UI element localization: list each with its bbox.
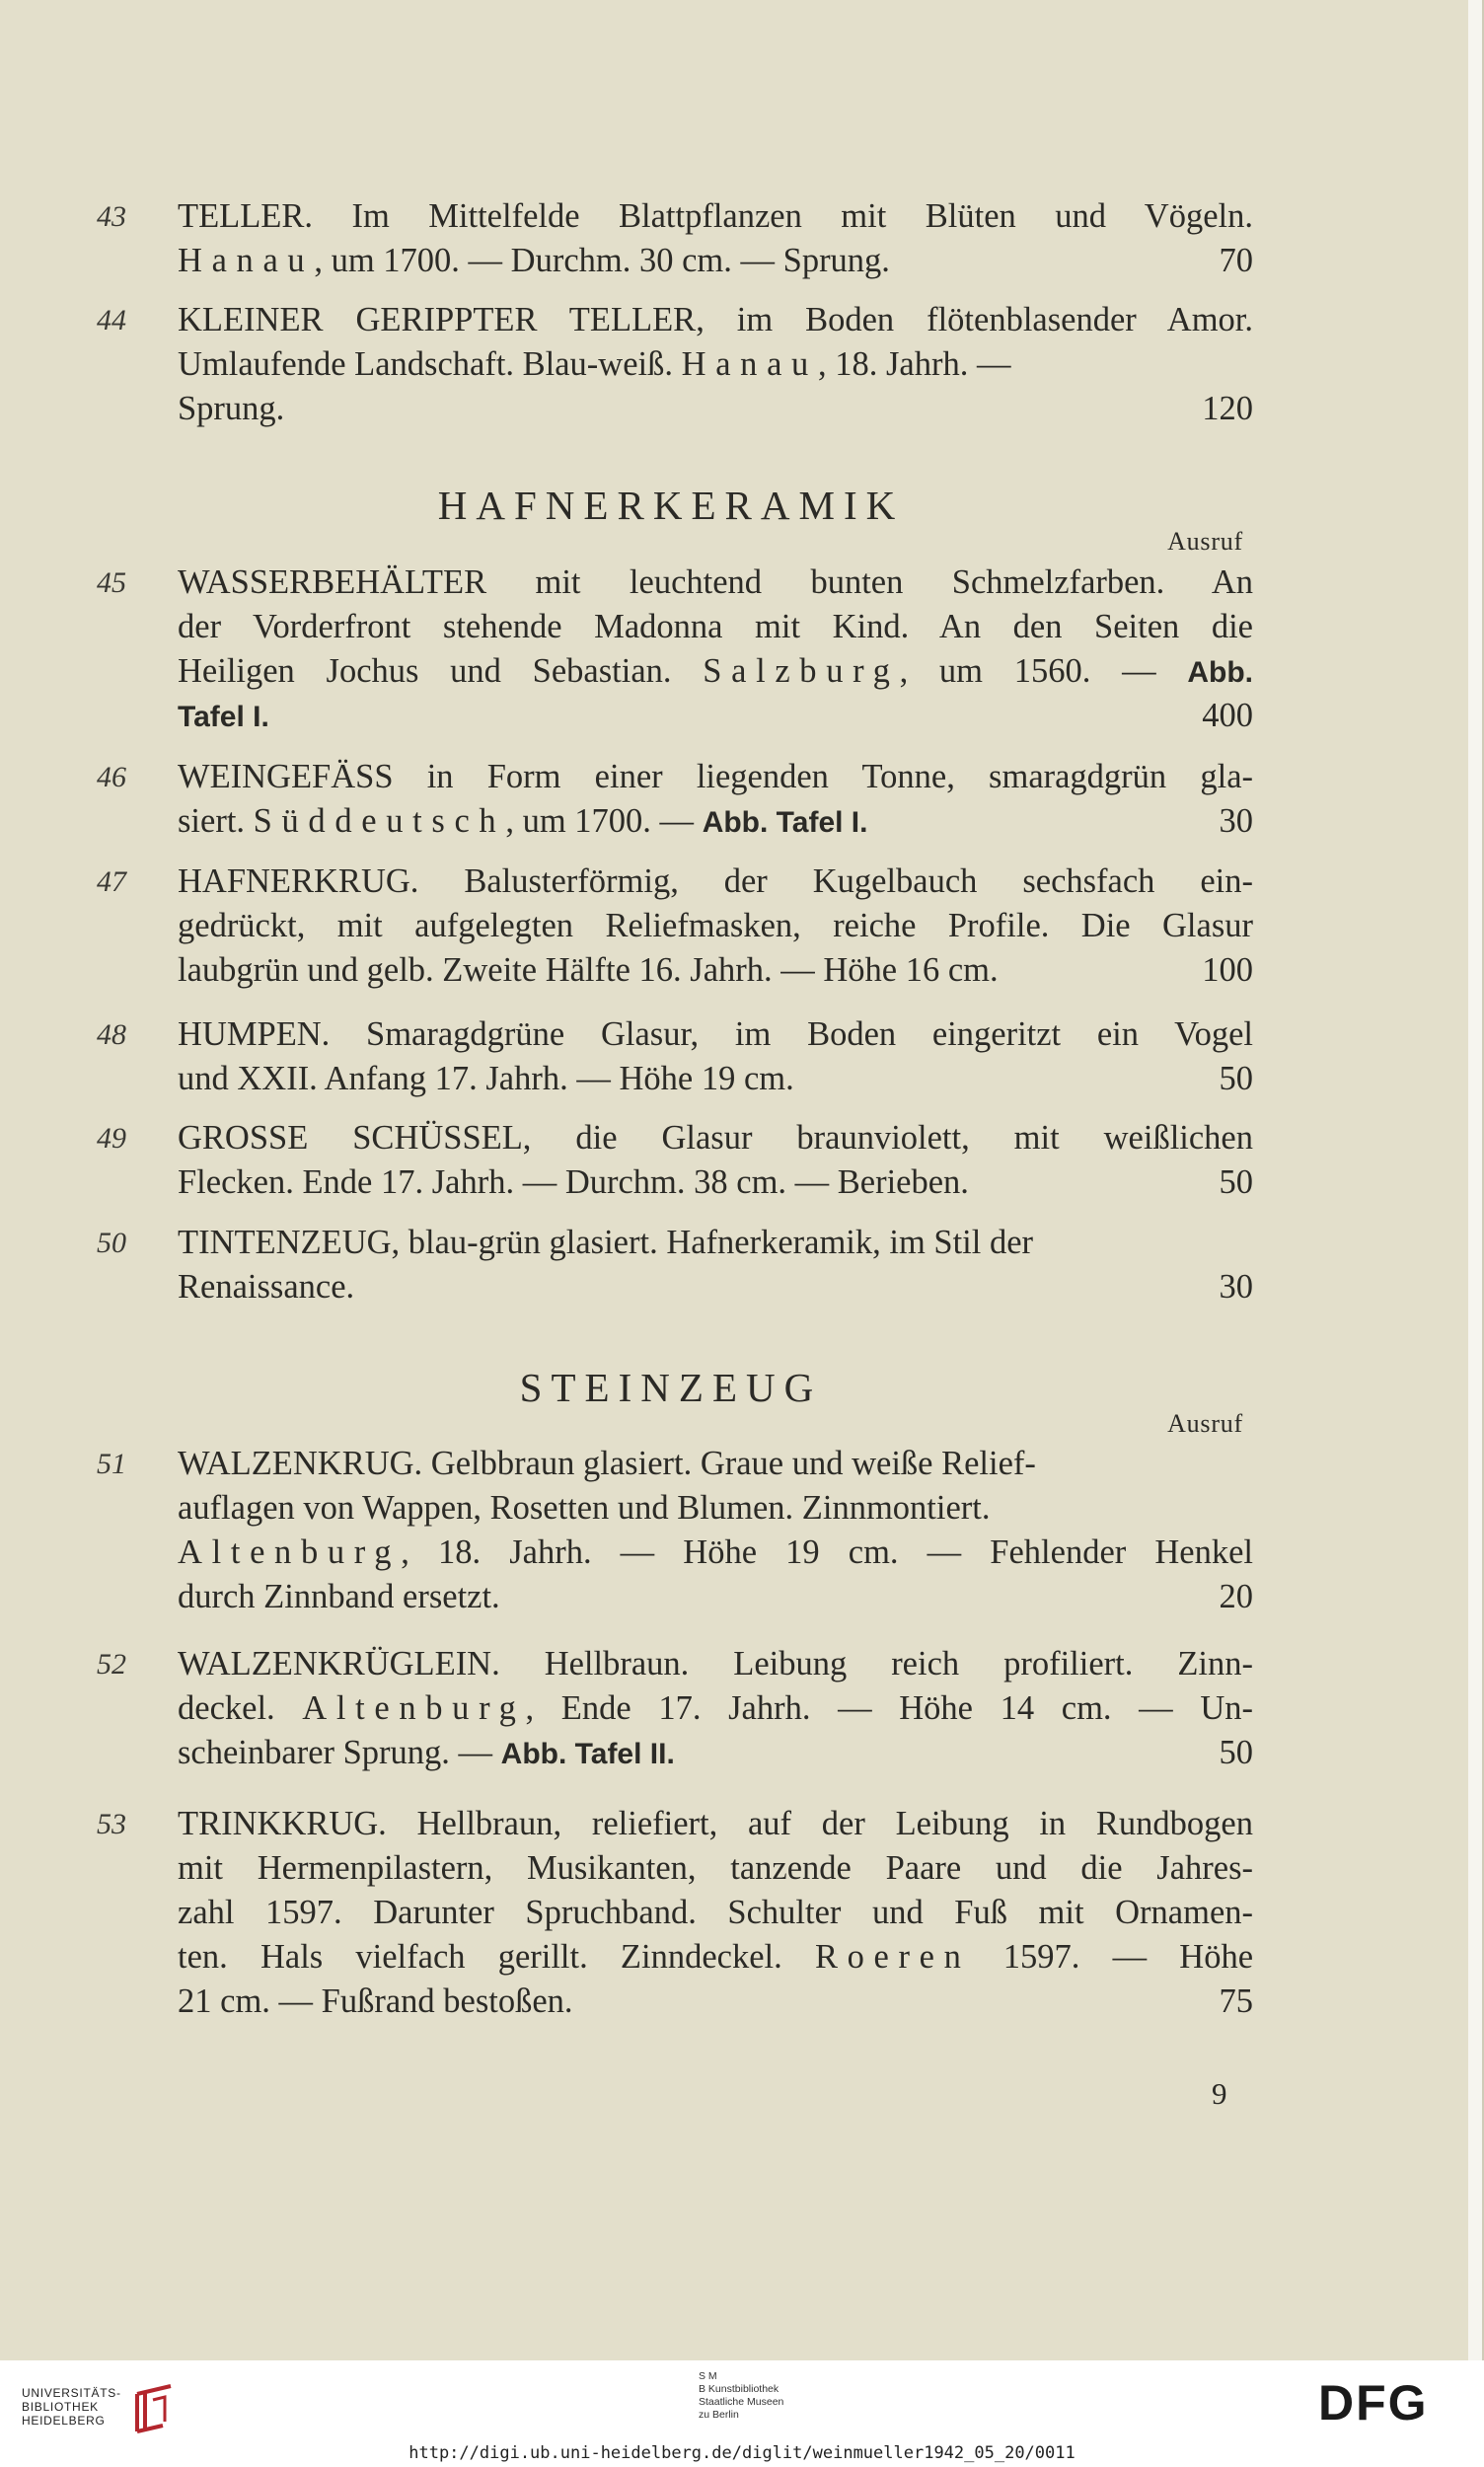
entry-text — [178, 1802, 1253, 1846]
entry-left: scheinbarer Sprung. — — [178, 1734, 501, 1771]
entry-left: auflagen von Wappen, Rosetten und Blumen. Zinnmontiert. — [178, 1489, 991, 1527]
entry-line — [178, 1642, 1253, 1686]
entry-left: zahl 1597. Darunter Spruchband. Schulter und Fuß mit Ornamen- — [178, 1894, 1253, 1931]
entry-price: 30 — [1219, 1268, 1253, 1306]
page-number: 9 — [1212, 2076, 1227, 2111]
entry-left: KLEINER GERIPPTER TELLER, im Boden flötenblasender Amor. — [178, 301, 1253, 338]
ub-heidelberg-logo-icon — [133, 2382, 175, 2435]
entry-text — [178, 605, 1253, 649]
entry-line — [178, 649, 1253, 694]
entry-left: WEINGEFÄSS in Form einer liegenden Tonne, smaragdgrün gla- — [178, 758, 1253, 795]
entry-line — [178, 1012, 1253, 1057]
entry-number: 46 — [97, 761, 126, 793]
entry-price: 120 — [1202, 390, 1253, 427]
entry-bold: Abb. Tafel I. — [702, 806, 868, 839]
entry-left: GROSSE SCHÜSSEL, die Glasur braunviolett, mit weißlichen — [178, 1119, 1253, 1157]
ub-line: UNIVERSITÄTS- — [22, 2386, 121, 2400]
entry-line — [178, 1486, 1253, 1531]
entry-after: , um 1560. — — [899, 652, 1188, 690]
entry-text — [178, 1012, 1253, 1057]
entry-left: WALZENKRUG. Gelbbraun glasiert. Graue und weiße Relief- — [178, 1445, 1036, 1482]
ub-heidelberg-label — [22, 2386, 121, 2428]
entry-50 — [97, 1221, 1253, 1309]
entry-number: 48 — [97, 1018, 126, 1051]
entry-text — [178, 904, 1253, 948]
entry-line — [178, 1057, 1253, 1101]
entry-text — [178, 1057, 794, 1101]
entry-text — [178, 1575, 500, 1619]
entry-46 — [97, 755, 1253, 844]
entry-left: , 18. Jahrh. — Höhe 19 cm. — Fehlender Henkel — [401, 1533, 1253, 1571]
entry-text — [178, 1935, 1253, 1980]
entry-left: Heiligen Jochus und Sebastian. — [178, 652, 704, 690]
entry-text — [178, 1486, 990, 1531]
entry-line — [178, 194, 1253, 239]
entry-left: durch Zinnband ersetzt. — [178, 1578, 500, 1615]
ub-line: HEIDELBERG — [22, 2414, 106, 2428]
entry-left: Renaissance. — [178, 1268, 355, 1306]
entry-left: gedrückt, mit aufgelegten Reliefmasken, reiche Profile. Die Glasur — [178, 907, 1253, 944]
entry-price: 50 — [1219, 1060, 1253, 1097]
entry-left: deckel. — [178, 1689, 303, 1727]
entry-number: 52 — [97, 1648, 126, 1681]
entry-spaced: Altenburg — [178, 1533, 402, 1571]
entry-left: HUMPEN. Smaragdgrüne Glasur, im Boden eingeritzt ein Vogel — [178, 1015, 1253, 1053]
entry-number: 49 — [97, 1122, 126, 1155]
entry-text — [178, 1731, 675, 1775]
entry-left: WASSERBEHÄLTER mit leuchtend bunten Schmelzfarben. An — [178, 563, 1253, 601]
entry-line — [178, 1442, 1253, 1486]
entry-line — [178, 1846, 1253, 1891]
entry-line — [178, 948, 1253, 993]
entry-text — [178, 1442, 1036, 1486]
entry-number: 50 — [97, 1227, 126, 1259]
entry-price: 20 — [1219, 1578, 1253, 1615]
entry-text — [178, 1980, 573, 2024]
entry-number: 47 — [97, 865, 126, 898]
entry-spaced: Süddeutsch — [253, 802, 506, 840]
entry-left: Umlaufende Landschaft. Blau-weiß. — [178, 345, 682, 383]
entry-left: TINTENZEUG, blau-grün glasiert. Hafnerkeramik, im Stil der — [178, 1224, 1034, 1261]
entry-text — [178, 1531, 1253, 1575]
entry-after: , Ende 17. Jahrh. — Höhe 14 cm. — Un- — [525, 1689, 1253, 1727]
entry-line — [178, 1731, 1253, 1775]
entry-text — [178, 1221, 1033, 1265]
entry-left: laubgrün und gelb. Zweite Hälfte 16. Jahrh. — Höhe 16 cm. — [178, 951, 999, 989]
entry-line — [178, 1531, 1253, 1575]
sm-line: B Kunstbibliothek — [699, 2383, 779, 2395]
entry-53 — [97, 1802, 1254, 2024]
entry-number: 45 — [97, 566, 126, 599]
entry-text — [178, 298, 1253, 342]
entry-line — [178, 239, 1253, 283]
ausruf-label: Ausruf — [1167, 527, 1243, 556]
entry-bold: Tafel I. — [178, 701, 269, 733]
sm-kunstbibliothek-label — [699, 2370, 783, 2422]
entry-text — [178, 694, 269, 738]
entry-text — [178, 1686, 1253, 1731]
sm-line: S M — [699, 2370, 717, 2382]
section-heading-steinzeug: STEINZEUG — [519, 1365, 823, 1410]
entry-left: TRINKKRUG. Hellbraun, reliefiert, auf der Leibung in Rundbogen — [178, 1805, 1253, 1842]
entry-line — [178, 694, 1253, 738]
entry-number: 51 — [97, 1448, 126, 1480]
entry-price: 50 — [1219, 1163, 1253, 1201]
entry-text — [178, 649, 1253, 694]
entry-49 — [97, 1116, 1253, 1205]
sm-line: zu Berlin — [699, 2409, 739, 2421]
entry-bold: Abb. — [1187, 656, 1253, 689]
entry-text — [178, 239, 890, 283]
entry-45 — [97, 561, 1253, 738]
entry-left: HAFNERKRUG. Balusterförmig, der Kugelbauch sechsfach ein- — [178, 862, 1253, 900]
entry-text — [178, 342, 1010, 387]
entry-line — [178, 1575, 1253, 1619]
entry-left: TELLER. Im Mittelfelde Blattpflanzen mit Blüten und Vögeln. — [178, 197, 1253, 235]
entry-left: Sprung. — [178, 390, 285, 427]
entry-line — [178, 860, 1253, 904]
entry-text — [178, 1265, 354, 1309]
entry-text — [178, 1642, 1253, 1686]
section-heading-hafnerkeramik: HAFNERKERAMIK — [437, 483, 905, 528]
entry-line — [178, 1891, 1253, 1935]
entry-text — [178, 948, 999, 993]
entry-left: ten. Hals vielfach gerillt. Zinndeckel. — [178, 1938, 815, 1976]
entry-price: 400 — [1202, 697, 1253, 734]
entry-text — [178, 860, 1253, 904]
entry-left: und XXII. Anfang 17. Jahrh. — Höhe 19 cm. — [178, 1060, 794, 1097]
entry-bold: Abb. Tafel II. — [500, 1738, 675, 1770]
entry-spaced: Hanau — [178, 242, 315, 279]
entry-price: 30 — [1219, 802, 1253, 840]
entry-left: mit Hermenpilastern, Musikanten, tanzende Paare und die Jahres- — [178, 1849, 1253, 1887]
footer-bar — [0, 2360, 1484, 2467]
entry-line — [178, 1265, 1253, 1309]
entry-47 — [97, 860, 1253, 993]
entry-after: , 18. Jahrh. — — [817, 345, 1011, 383]
entry-line — [178, 342, 1253, 387]
entry-left: der Vorderfront stehende Madonna mit Kind. An den Seiten die — [178, 608, 1253, 645]
entry-line — [178, 561, 1253, 605]
entry-number: 53 — [97, 1808, 126, 1840]
entry-price: 100 — [1202, 951, 1253, 989]
entry-48 — [97, 1012, 1253, 1101]
source-url-link[interactable]: http://digi.ub.uni-heidelberg.de/diglit/weinmueller1942_05_20/0011 — [408, 2443, 1076, 2463]
entry-price: 50 — [1219, 1734, 1253, 1771]
entry-text — [178, 1846, 1253, 1891]
entry-spaced: Salzburg — [703, 652, 900, 690]
entry-spaced: Altenburg — [302, 1689, 526, 1727]
entry-44 — [97, 298, 1253, 431]
entry-spaced: Roeren — [814, 1938, 971, 1976]
entry-number: 43 — [97, 200, 126, 233]
entry-51 — [97, 1442, 1253, 1619]
entry-52 — [97, 1642, 1253, 1775]
entry-after: 1597. — Höhe — [970, 1938, 1254, 1976]
entry-line — [178, 605, 1253, 649]
ausruf-label: Ausruf — [1167, 1409, 1243, 1438]
entry-line — [178, 1160, 1253, 1205]
entry-left: 21 cm. — Fußrand bestoßen. — [178, 1982, 573, 2020]
ub-line: BIBLIOTHEK — [22, 2400, 99, 2414]
entry-text — [178, 1116, 1253, 1160]
entry-line — [178, 1802, 1253, 1846]
entry-text — [178, 799, 867, 844]
entry-line — [178, 1686, 1253, 1731]
entry-line — [178, 1221, 1253, 1265]
sm-line: Staatliche Museen — [699, 2396, 784, 2408]
entry-text — [178, 194, 1253, 239]
entry-line — [178, 799, 1253, 844]
entry-line — [178, 298, 1253, 342]
entry-line — [178, 904, 1253, 948]
entry-43 — [97, 194, 1253, 283]
entry-spaced: Hanau — [681, 345, 818, 383]
entry-line — [178, 387, 1253, 431]
dfg-logo: DFG — [1318, 2375, 1429, 2430]
entry-line — [178, 1935, 1253, 1980]
entry-text — [178, 561, 1253, 605]
entry-text — [178, 387, 284, 431]
entry-left: Flecken. Ende 17. Jahrh. — Durchm. 38 cm. — Berieben. — [178, 1163, 969, 1201]
entry-price: 70 — [1219, 242, 1253, 279]
entry-line — [178, 1116, 1253, 1160]
entry-number: 44 — [97, 304, 126, 336]
entry-after: , um 1700. — — [505, 802, 703, 840]
entry-text — [178, 1160, 969, 1205]
entry-left: , um 1700. — Durchm. 30 cm. — Sprung. — [314, 242, 890, 279]
entry-text — [178, 1891, 1253, 1935]
entry-text — [178, 755, 1253, 799]
entry-left: siert. — [178, 802, 254, 840]
entry-price: 75 — [1219, 1982, 1253, 2020]
entry-line — [178, 755, 1253, 799]
entry-line — [178, 1980, 1253, 2024]
entry-left: WALZENKRÜGLEIN. Hellbraun. Leibung reich profiliert. Zinn- — [178, 1645, 1253, 1682]
